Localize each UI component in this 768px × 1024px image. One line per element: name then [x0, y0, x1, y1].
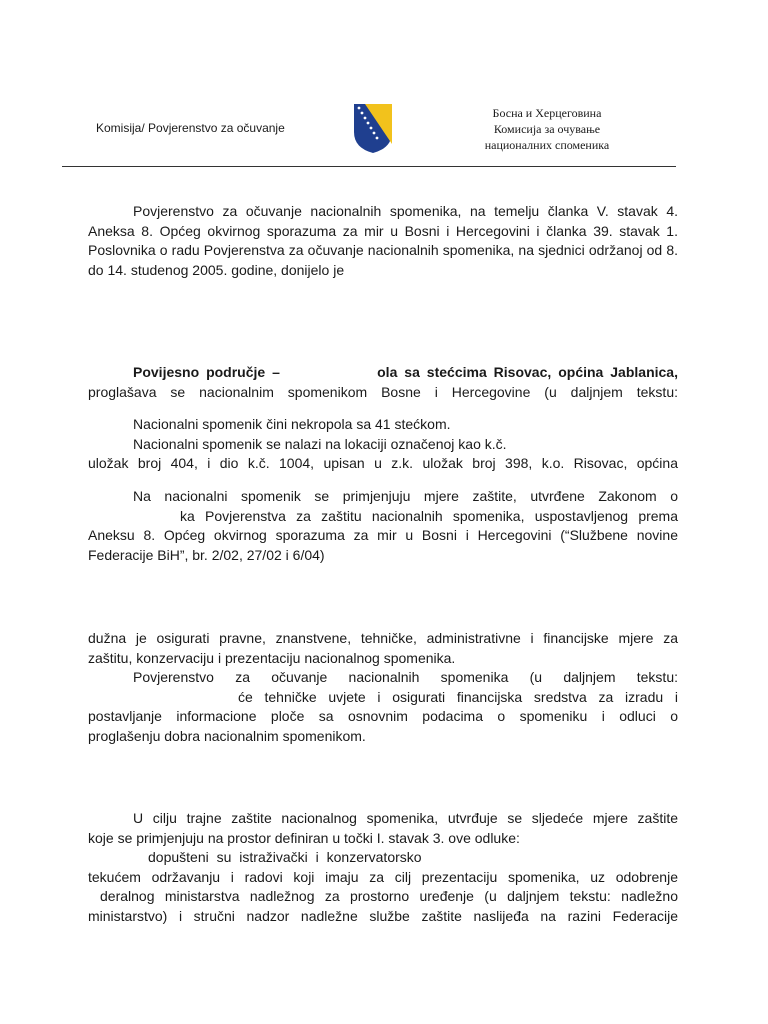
protection-line: deralnog ministarstva nadležnog za prostorno uređenje (u daljnjem tekstu: nadležno: [100, 888, 678, 904]
protection-line: tekućem održavanju i radovi koji imaju za cilj prezentaciju spomenika, uz odobrenje: [88, 868, 678, 885]
protection-line: U cilju trajne zaštite nacionalnog spomenika, utvrđuje se sljedeće mjere zaštite: [133, 810, 678, 826]
protection-line: ministarstvo) i stručni nadzor nadležne službe zaštite naslijeđa na razini Federacije: [88, 907, 678, 924]
obligations-line: postavljanje informacione ploče sa osnovnim podacima o spomeniku i odluci o: [88, 708, 678, 724]
obligations-line: Povjerenstvo za očuvanje nacionalnih spomenika (u daljnjem tekstu:: [133, 669, 678, 685]
decision-line: proglašava se nacionalnim spomenikom Bosne i Hercegovine (u daljnjem tekstu:: [88, 383, 678, 400]
obligations-line: proglašenju dobra nacionalnim spomenikom.: [88, 727, 366, 744]
protection-measures-paragraph: [88, 487, 678, 565]
decision-paragraph: [88, 363, 678, 402]
measures-line: Na nacionalni spomenik se primjenjuju mjere zaštite, utvrđene Zakonom o: [133, 488, 678, 504]
header-cyrillic-name: [478, 105, 616, 153]
decision-line-end: ola sa stećcima Risovac, općina Jablanica,: [377, 364, 678, 380]
header-cyrillic-line: националних споменика: [484, 138, 610, 152]
protection-line: dopušteni su istraživački i konzervatorsko: [148, 849, 422, 865]
obligations-line: zaštitu, konzervaciju i prezentaciju nacionalnog spomenika.: [88, 649, 456, 666]
header-cyrillic-line: Комисија за очување: [493, 122, 601, 136]
header-commission-name: Komisija/ Povjerenstvo za očuvanje: [96, 121, 285, 135]
description-line: uložak broj 404, i dio k.č. 1004, upisan u z.k. uložak broj 398, k.o. Risovac, općina: [88, 455, 678, 471]
description-line: Nacionalni spomenik čini nekropola sa 41 stećkom.: [133, 416, 451, 432]
bih-coat-of-arms-icon: [352, 102, 394, 154]
decision-line: [88, 363, 678, 383]
measures-line: ka Povjerenstva za zaštitu nacionalnih spomenika, uspostavljenog prema: [180, 507, 678, 524]
obligations-line: će tehničke uvjete i osigurati financijska sredstva za izradu i: [238, 688, 678, 705]
description-line: Nacionalni spomenik se nalazi na lokaciji označenoj kao k.č.: [133, 435, 507, 452]
intro-paragraph: Povjerenstvo za očuvanje nacionalnih spomenika, na temelju članka V. stavak 4. Aneksa 8. Općeg okvirnog sporazuma za mir u Bosni i Hercegovini i članka 39. stavak 1. Poslovnika o radu Povjerenstva za očuvanje nacionalnih spomenika, na sjednici održanoj od 8. do 14. studenog 2005. godine, donijelo je: [88, 203, 678, 278]
protection-line: koje se primjenjuju na prostor definiran u točki I. stavak 3. ove odluke:: [88, 829, 520, 846]
header-divider: [62, 166, 676, 167]
measures-line: Aneksu 8. Općeg okvirnog sporazuma za mir u Bosni i Hercegovini (“Službene novine: [88, 527, 678, 543]
header-cyrillic-line: Босна и Херцеговина: [492, 106, 602, 120]
measures-line: Federacije BiH”, br. 2/02, 27/02 i 6/04): [88, 546, 325, 563]
obligations-line: dužna je osigurati pravne, znanstvene, tehničke, administrativne i financijske mjere za: [88, 630, 678, 646]
permanent-protection-paragraph: [88, 809, 678, 926]
monument-description-paragraph: [88, 415, 678, 474]
decision-line-start: Povijesno područje –: [133, 364, 280, 380]
obligations-paragraph: [88, 629, 678, 746]
